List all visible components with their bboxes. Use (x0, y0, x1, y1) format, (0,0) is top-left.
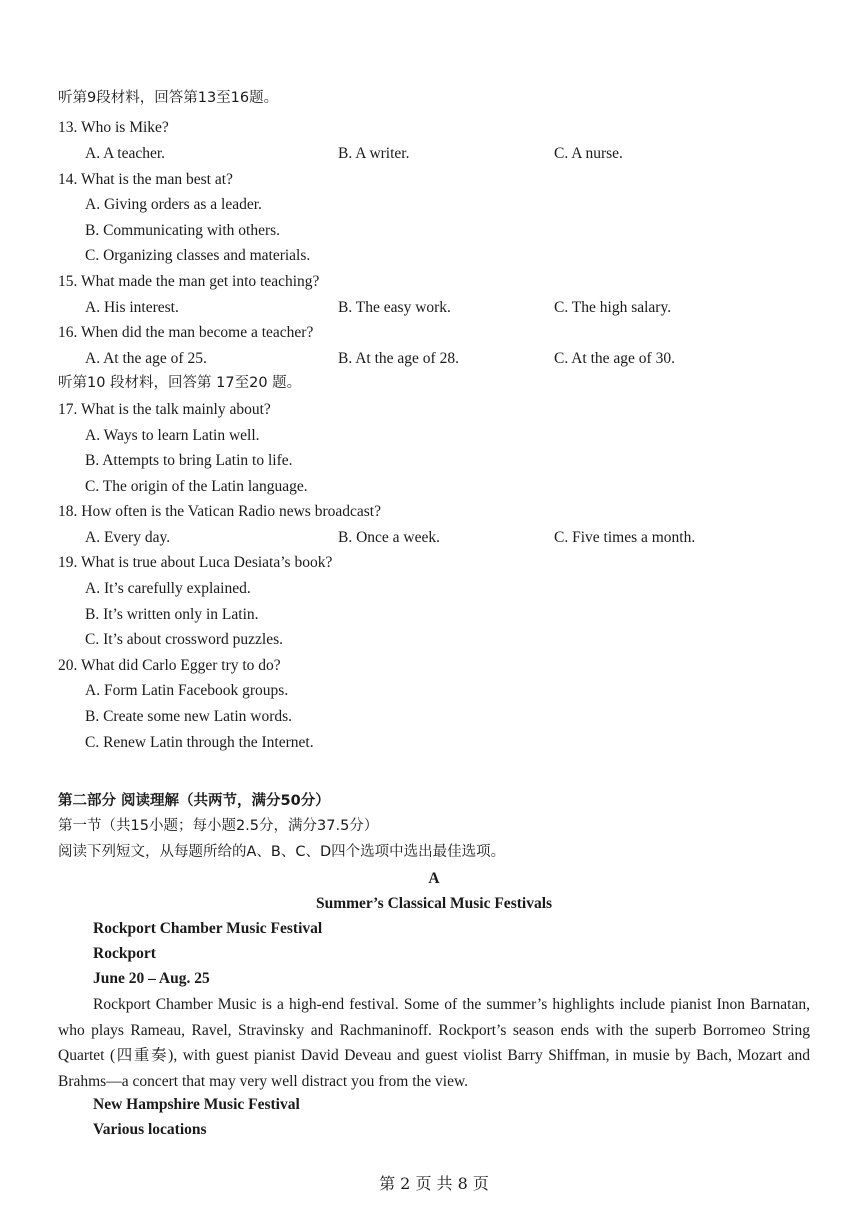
option-20c: C. Renew Latin through the Internet. (85, 734, 314, 751)
option-17a: A. Ways to learn Latin well. (85, 427, 260, 444)
part-two-heading: 第二部分 阅读理解（共两节，满分50分） (58, 793, 330, 809)
option-15b: B. The easy work. (338, 299, 451, 316)
option-15c: C. The high salary. (554, 299, 672, 316)
option-14c: C. Organizing classes and materials. (85, 247, 311, 264)
section-one-heading: 第一节（共15小题；每小题2.5分，满分37.5分） (58, 818, 379, 834)
option-18b: B. Once a week. (338, 529, 440, 546)
option-14a: A. Giving orders as a leader. (85, 196, 262, 213)
option-18c: C. Five times a month. (554, 529, 696, 546)
festival-2-name: New Hampshire Music Festival (93, 1096, 300, 1113)
option-19c: C. It’s about crossword puzzles. (85, 631, 284, 648)
festival-1-name: Rockport Chamber Music Festival (93, 920, 323, 937)
option-17c: C. The origin of the Latin language. (85, 478, 308, 495)
option-17b: B. Attempts to bring Latin to life. (85, 452, 293, 469)
question-14: 14. What is the man best at? (58, 171, 233, 188)
option-19b: B. It’s written only in Latin. (85, 606, 259, 623)
festival-1-dates: June 20 – Aug. 25 (93, 970, 210, 987)
section-9-instruction: 听第9段材料，回答第13至16题。 (58, 90, 279, 106)
option-19a: A. It’s carefully explained. (85, 580, 251, 597)
option-15a: A. His interest. (85, 299, 179, 316)
option-14b: B. Communicating with others. (85, 222, 281, 239)
question-19: 19. What is true about Luca Desiata’s book? (58, 554, 333, 571)
festival-1-description: Rockport Chamber Music is a high-end festival. Some of the summer’s highlights include pianist Inon Barnatan, who plays Rameau, Ravel, Stravinsky and Rachmaninoff. Rockport’s season ends with the superb Borromeo String Quartet (四重奏), with guest pianist David Deveau and guest violist Barry Shiffman, in musie by Bach, Mozart and Brahms—a concert that may very well distract you from the view. (58, 996, 810, 1090)
passage-letter: A (428, 870, 440, 887)
option-13b: B. A writer. (338, 145, 410, 162)
page-number-footer: 第 2 页 共 8 页 (379, 1174, 489, 1193)
option-16c: C. At the age of 30. (554, 350, 675, 367)
reading-instruction: 阅读下列短文，从每题所给的A、B、C、D四个选项中选出最佳选项。 (58, 844, 506, 860)
festival-2-location: Various locations (93, 1121, 207, 1138)
question-16: 16. When did the man become a teacher? (58, 324, 314, 341)
option-16b: B. At the age of 28. (338, 350, 459, 367)
festival-1-location: Rockport (93, 945, 156, 962)
question-20: 20. What did Carlo Egger try to do? (58, 657, 281, 674)
question-17: 17. What is the talk mainly about? (58, 401, 271, 418)
question-18: 18. How often is the Vatican Radio news broadcast? (58, 503, 381, 520)
option-16a: A. At the age of 25. (85, 350, 207, 367)
option-13a: A. A teacher. (85, 145, 166, 162)
question-13: 13. Who is Mike? (58, 119, 169, 136)
question-15: 15. What made the man get into teaching? (58, 273, 320, 290)
section-10-instruction: 听第10 段材料，回答第 17至20 题。 (58, 375, 302, 391)
option-20b: B. Create some new Latin words. (85, 708, 293, 725)
option-13c: C. A nurse. (554, 145, 623, 162)
option-18a: A. Every day. (85, 529, 171, 546)
option-20a: A. Form Latin Facebook groups. (85, 682, 289, 699)
passage-title: Summer’s Classical Music Festivals (315, 895, 553, 912)
